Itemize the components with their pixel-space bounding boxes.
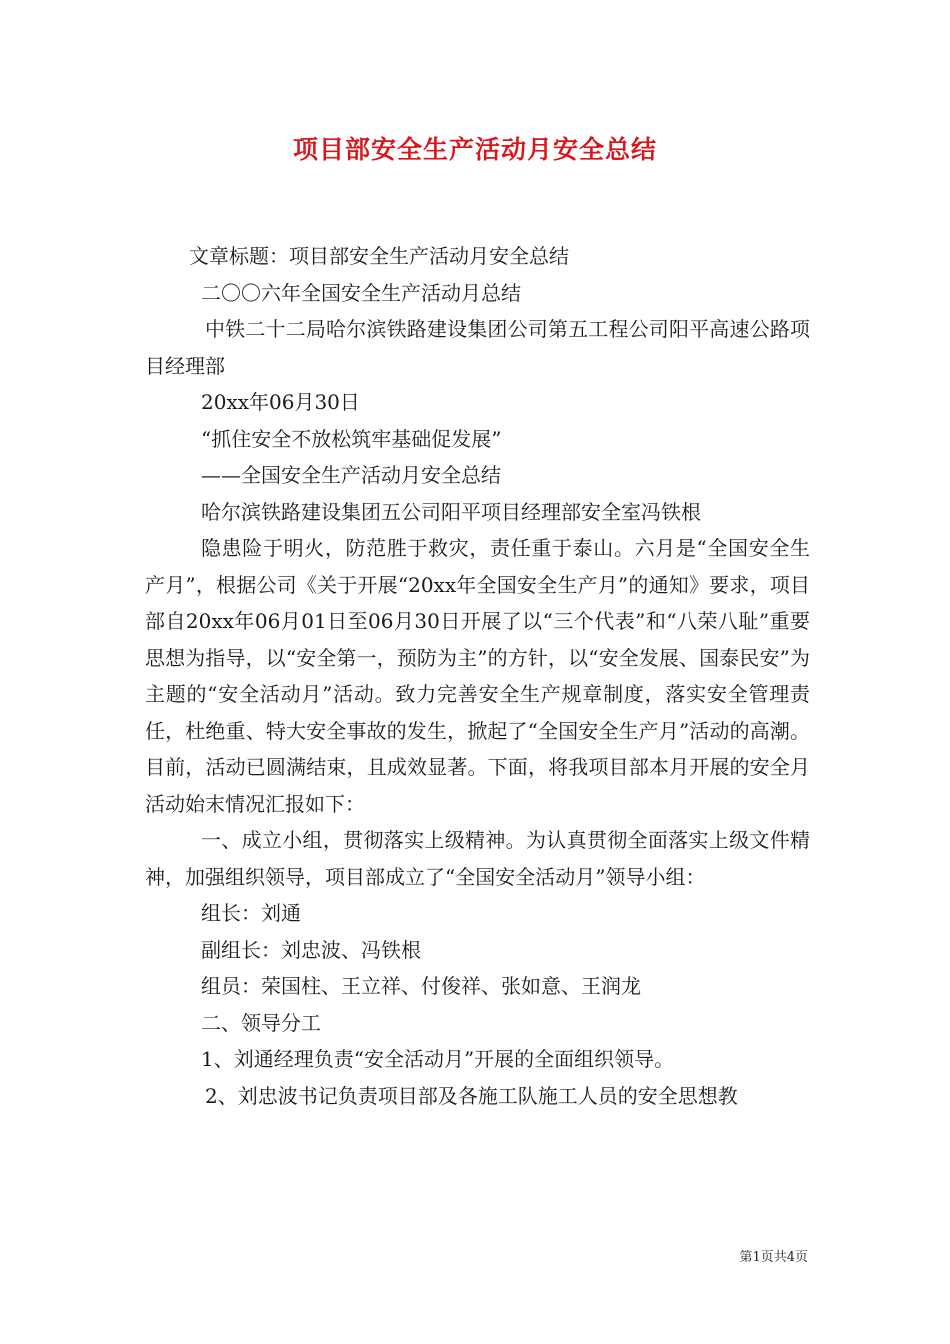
section-two-heading: 二、领导分工	[201, 1010, 321, 1035]
deputy-leader-line: 副组长：刘忠波、冯铁根	[201, 937, 421, 962]
page-number: 第1页共4页	[739, 1250, 808, 1265]
author-line: 哈尔滨铁路建设集团五公司阳平项目经理部安全室冯铁根	[201, 499, 701, 524]
section-one-paragraph: 一、成立小组，贯彻落实上级精神。为认真贯彻全面落实上级文件精神，加强组织领导，项目部成立了“全国安全活动月”领导小组：	[145, 828, 810, 889]
article-title-line: 文章标题：项目部安全生产活动月安全总结	[189, 244, 569, 268]
division-item-1: 1、刘通经理负责“安全活动月”开展的全面组织领导。	[201, 1047, 675, 1071]
intro-paragraph: 隐患险于明火，防范胜于救灾，责任重于泰山。六月是“全国安全生产月”，根据公司《关于开展“20xx年全国安全生产月”的通知》要求，项目部自20xx年06月01日至06月30日开展了以“三个代表”和“八荣八耻”重要思想为指导，以“安全第一，预防为主”的方针，以“安全发展、国泰民安”为主题的“安全活动月”活动。致力完善安全生产规章制度，落实安全管理责任，杜绝重、特大安全事故的发生，掀起了“全国安全生产月”活动的高潮。目前，活动已圆满结束，且成效显著。下面，将我项目部本月开展的安全月活动始末情况汇报如下：	[145, 536, 810, 816]
group-leader-line: 组长：刘通	[201, 901, 301, 925]
group-members-line: 组员：荣国柱、王立祥、付俊祥、张如意、王润龙	[201, 974, 641, 998]
subtitle-line: ——全国安全生产活动月安全总结	[201, 463, 501, 487]
organization-line: 中铁二十二局哈尔滨铁路建设集团公司第五工程公司阳平高速公路项目经理部	[145, 317, 810, 378]
summary-year-line: 二〇〇六年全国安全生产活动月总结	[201, 280, 521, 305]
document-body	[145, 238, 810, 1114]
date-line: 20xx年06月30日	[201, 390, 360, 414]
division-item-2: 2、刘忠波书记负责项目部及各施工队施工人员的安全思想教	[205, 1083, 738, 1108]
document-title: 项目部安全生产活动月安全总结	[292, 135, 657, 164]
slogan-line: “抓住安全不放松筑牢基础促发展”	[201, 426, 502, 451]
